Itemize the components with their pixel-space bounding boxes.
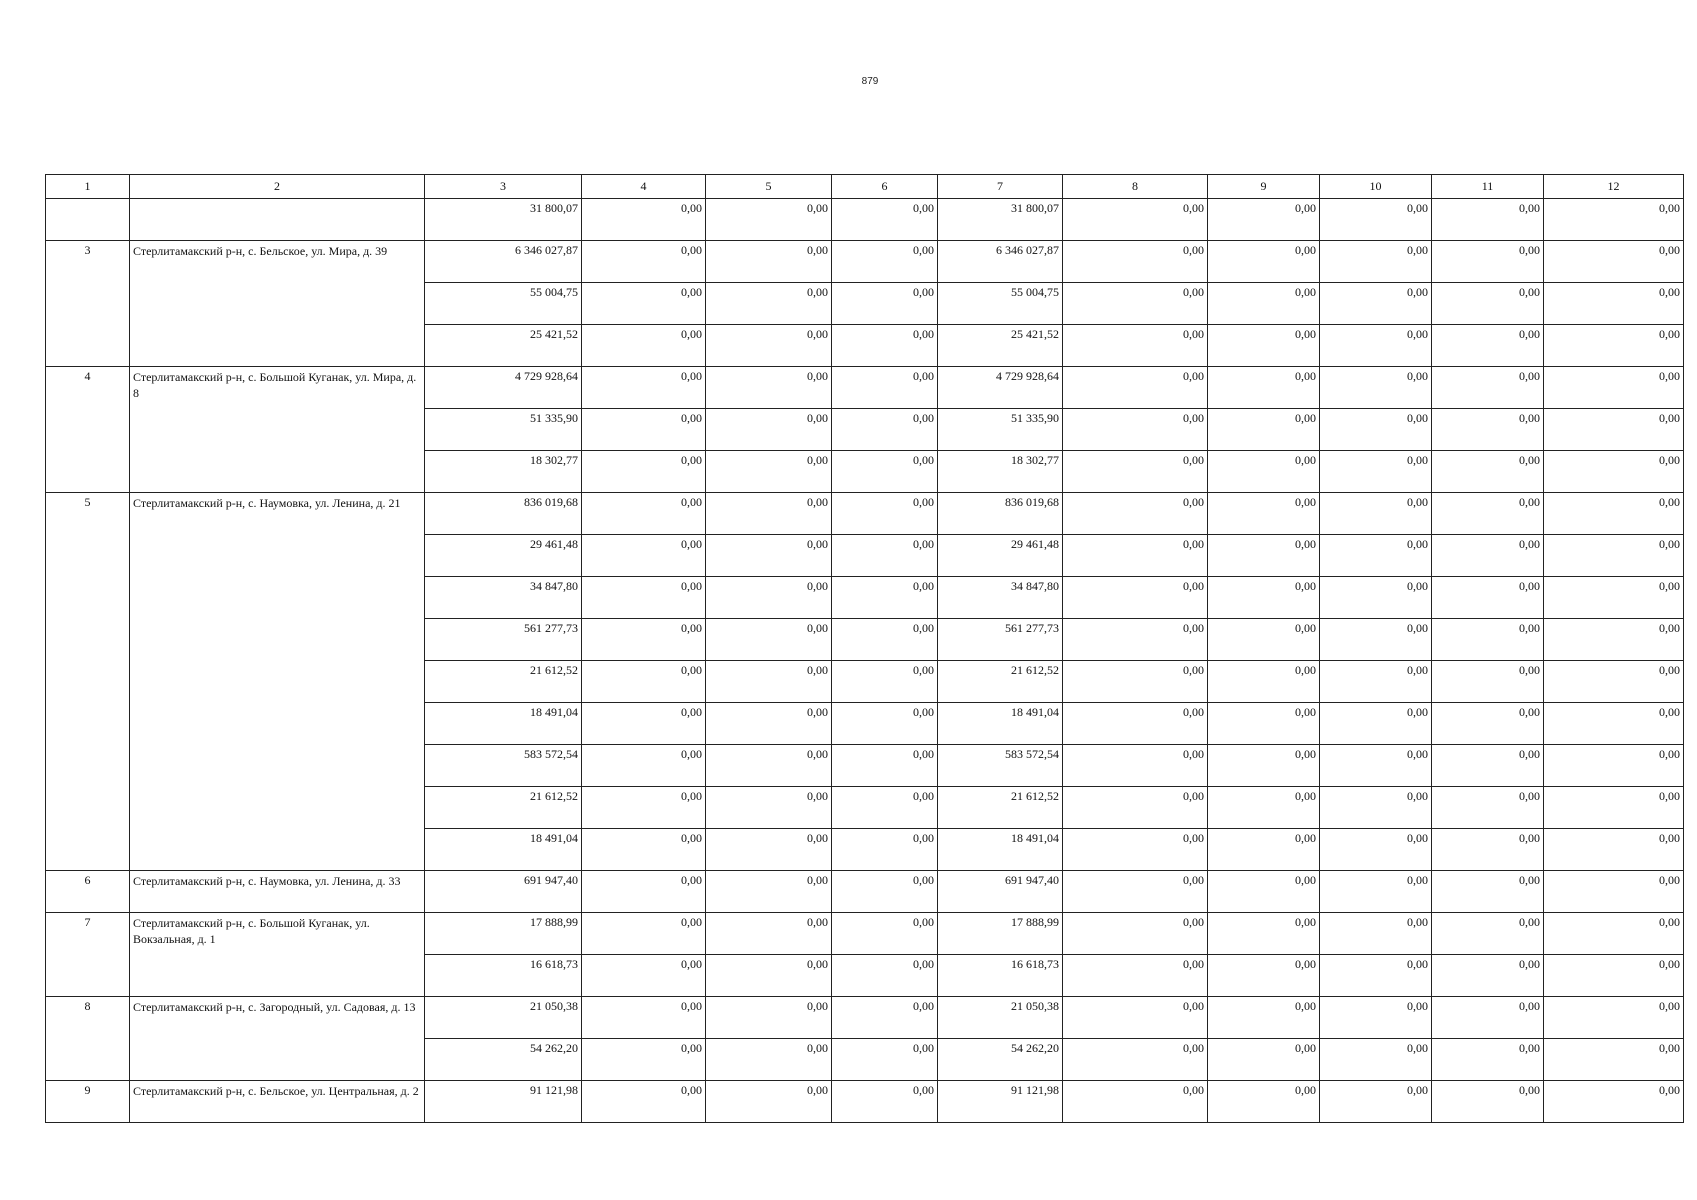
amount-cell: 0,00 xyxy=(1320,1081,1432,1123)
amount-cell: 4 729 928,64 xyxy=(938,367,1063,409)
amount-cell: 691 947,40 xyxy=(938,871,1063,913)
amount-cell: 0,00 xyxy=(1432,913,1544,955)
amount-cell: 0,00 xyxy=(1432,703,1544,745)
amount-cell: 0,00 xyxy=(706,1039,832,1081)
amount-cell: 0,00 xyxy=(832,1039,938,1081)
amount-cell: 0,00 xyxy=(1208,283,1320,325)
amount-cell: 0,00 xyxy=(1432,619,1544,661)
amount-cell: 0,00 xyxy=(1063,619,1208,661)
amount-cell: 0,00 xyxy=(582,283,706,325)
column-header: 7 xyxy=(938,175,1063,199)
amount-cell: 0,00 xyxy=(1544,577,1684,619)
amount-cell: 0,00 xyxy=(832,577,938,619)
amount-cell: 21 050,38 xyxy=(425,997,582,1039)
amount-cell: 0,00 xyxy=(1320,493,1432,535)
address-cell xyxy=(130,199,425,241)
table-row xyxy=(46,913,1684,955)
amount-cell: 0,00 xyxy=(1208,703,1320,745)
address-cell: Стерлитамакский р-н, с. Большой Куганак, ул. Мира, д. 8 xyxy=(130,367,425,493)
amount-cell: 0,00 xyxy=(832,451,938,493)
amount-cell: 0,00 xyxy=(1320,745,1432,787)
amount-cell: 0,00 xyxy=(1208,871,1320,913)
amount-cell: 0,00 xyxy=(1063,913,1208,955)
amount-cell: 0,00 xyxy=(1320,661,1432,703)
amount-cell: 0,00 xyxy=(1544,661,1684,703)
amount-cell: 0,00 xyxy=(706,325,832,367)
amount-cell: 34 847,80 xyxy=(425,577,582,619)
address-cell: Стерлитамакский р-н, с. Загородный, ул. Садовая, д. 13 xyxy=(130,997,425,1081)
amount-cell: 0,00 xyxy=(832,1081,938,1123)
amount-cell: 0,00 xyxy=(1208,955,1320,997)
amount-cell: 0,00 xyxy=(706,1081,832,1123)
amount-cell: 21 050,38 xyxy=(938,997,1063,1039)
amount-cell: 0,00 xyxy=(706,871,832,913)
amount-cell: 18 491,04 xyxy=(938,703,1063,745)
amount-cell: 0,00 xyxy=(1320,535,1432,577)
amount-cell: 0,00 xyxy=(1320,367,1432,409)
amount-cell: 6 346 027,87 xyxy=(425,241,582,283)
amount-cell: 55 004,75 xyxy=(938,283,1063,325)
amount-cell: 0,00 xyxy=(1432,661,1544,703)
amount-cell: 51 335,90 xyxy=(938,409,1063,451)
amount-cell: 0,00 xyxy=(1544,871,1684,913)
amount-cell: 0,00 xyxy=(1320,241,1432,283)
amount-cell: 0,00 xyxy=(582,619,706,661)
amount-cell: 0,00 xyxy=(706,451,832,493)
column-header: 4 xyxy=(582,175,706,199)
amount-cell: 0,00 xyxy=(1063,787,1208,829)
column-header: 10 xyxy=(1320,175,1432,199)
table-row xyxy=(46,871,1684,913)
amount-cell: 0,00 xyxy=(1208,1039,1320,1081)
table-row xyxy=(46,493,1684,535)
amount-cell: 0,00 xyxy=(832,829,938,871)
amount-cell: 0,00 xyxy=(582,577,706,619)
amount-cell: 0,00 xyxy=(706,199,832,241)
row-index: 3 xyxy=(46,241,130,367)
amount-cell: 0,00 xyxy=(1208,367,1320,409)
amount-cell: 0,00 xyxy=(832,661,938,703)
amount-cell: 0,00 xyxy=(1208,1081,1320,1123)
row-index xyxy=(46,199,130,241)
amount-cell: 0,00 xyxy=(582,1039,706,1081)
amount-cell: 836 019,68 xyxy=(425,493,582,535)
amount-cell: 0,00 xyxy=(1544,241,1684,283)
amount-cell: 0,00 xyxy=(1544,283,1684,325)
table-row xyxy=(46,199,1684,241)
amount-cell: 0,00 xyxy=(1432,745,1544,787)
amount-cell: 0,00 xyxy=(1208,241,1320,283)
amount-cell: 0,00 xyxy=(1320,577,1432,619)
amount-cell: 0,00 xyxy=(1208,577,1320,619)
amount-cell: 0,00 xyxy=(1208,619,1320,661)
page-number: 879 xyxy=(861,76,879,87)
amount-cell: 0,00 xyxy=(1063,409,1208,451)
amount-cell: 0,00 xyxy=(832,283,938,325)
amount-cell: 0,00 xyxy=(1063,1081,1208,1123)
amount-cell: 51 335,90 xyxy=(425,409,582,451)
amount-cell: 0,00 xyxy=(1320,787,1432,829)
amount-cell: 4 729 928,64 xyxy=(425,367,582,409)
amount-cell: 0,00 xyxy=(1063,703,1208,745)
amount-cell: 0,00 xyxy=(1544,745,1684,787)
amount-cell: 54 262,20 xyxy=(425,1039,582,1081)
amount-cell: 0,00 xyxy=(1063,1039,1208,1081)
amount-cell: 0,00 xyxy=(1063,325,1208,367)
amount-cell: 34 847,80 xyxy=(938,577,1063,619)
amount-cell: 0,00 xyxy=(1063,661,1208,703)
row-index: 7 xyxy=(46,913,130,997)
amount-cell: 0,00 xyxy=(582,745,706,787)
address-cell: Стерлитамакский р-н, с. Большой Куганак, ул. Вокзальная, д. 1 xyxy=(130,913,425,997)
row-index: 5 xyxy=(46,493,130,871)
amount-cell: 0,00 xyxy=(582,535,706,577)
amount-cell: 0,00 xyxy=(1320,283,1432,325)
amount-cell: 0,00 xyxy=(1063,745,1208,787)
amount-cell: 0,00 xyxy=(706,955,832,997)
amount-cell: 0,00 xyxy=(582,955,706,997)
amount-cell: 0,00 xyxy=(1544,1039,1684,1081)
amount-cell: 0,00 xyxy=(1208,661,1320,703)
amount-cell: 0,00 xyxy=(1320,409,1432,451)
amount-cell: 0,00 xyxy=(706,745,832,787)
amount-cell: 0,00 xyxy=(1544,913,1684,955)
amount-cell: 18 491,04 xyxy=(425,703,582,745)
column-header: 3 xyxy=(425,175,582,199)
amount-cell: 0,00 xyxy=(1432,955,1544,997)
amount-cell: 0,00 xyxy=(832,325,938,367)
amount-cell: 0,00 xyxy=(1208,451,1320,493)
column-header: 1 xyxy=(46,175,130,199)
amount-cell: 0,00 xyxy=(706,577,832,619)
amount-cell: 21 612,52 xyxy=(425,661,582,703)
amount-cell: 0,00 xyxy=(1544,787,1684,829)
amount-cell: 561 277,73 xyxy=(938,619,1063,661)
amount-cell: 0,00 xyxy=(1544,325,1684,367)
amount-cell: 0,00 xyxy=(832,787,938,829)
amount-cell: 0,00 xyxy=(1432,367,1544,409)
amount-cell: 0,00 xyxy=(832,619,938,661)
amount-cell: 31 800,07 xyxy=(938,199,1063,241)
amount-cell: 0,00 xyxy=(1544,199,1684,241)
amount-cell: 0,00 xyxy=(1320,451,1432,493)
amount-cell: 0,00 xyxy=(706,241,832,283)
amount-cell: 0,00 xyxy=(1208,913,1320,955)
amount-cell: 18 302,77 xyxy=(938,451,1063,493)
amount-cell: 0,00 xyxy=(832,535,938,577)
amount-cell: 561 277,73 xyxy=(425,619,582,661)
amount-cell: 0,00 xyxy=(1432,409,1544,451)
amount-cell: 31 800,07 xyxy=(425,199,582,241)
column-header: 9 xyxy=(1208,175,1320,199)
amount-cell: 0,00 xyxy=(582,661,706,703)
amount-cell: 0,00 xyxy=(1208,535,1320,577)
amount-cell: 0,00 xyxy=(582,871,706,913)
amount-cell: 0,00 xyxy=(1208,997,1320,1039)
amount-cell: 0,00 xyxy=(1320,199,1432,241)
header-row xyxy=(46,175,1684,199)
amount-cell: 0,00 xyxy=(582,997,706,1039)
amount-cell: 0,00 xyxy=(1208,199,1320,241)
table-row xyxy=(46,241,1684,283)
row-index: 8 xyxy=(46,997,130,1081)
amount-cell: 0,00 xyxy=(832,871,938,913)
amount-cell: 0,00 xyxy=(1208,829,1320,871)
amount-cell: 0,00 xyxy=(1432,451,1544,493)
amount-cell: 0,00 xyxy=(832,241,938,283)
amount-cell: 0,00 xyxy=(1544,955,1684,997)
amount-cell: 0,00 xyxy=(1432,577,1544,619)
column-header: 12 xyxy=(1544,175,1684,199)
amount-cell: 0,00 xyxy=(582,913,706,955)
amount-cell: 55 004,75 xyxy=(425,283,582,325)
amount-cell: 0,00 xyxy=(1208,493,1320,535)
amount-cell: 0,00 xyxy=(1320,619,1432,661)
amount-cell: 0,00 xyxy=(706,367,832,409)
amount-cell: 0,00 xyxy=(832,745,938,787)
amount-cell: 0,00 xyxy=(1320,829,1432,871)
row-index: 4 xyxy=(46,367,130,493)
amount-cell: 0,00 xyxy=(706,997,832,1039)
amount-cell: 0,00 xyxy=(1432,829,1544,871)
amount-cell: 0,00 xyxy=(1432,241,1544,283)
amount-cell: 18 491,04 xyxy=(425,829,582,871)
amount-cell: 0,00 xyxy=(706,409,832,451)
amount-cell: 0,00 xyxy=(832,199,938,241)
amount-cell: 0,00 xyxy=(1320,703,1432,745)
amount-cell: 0,00 xyxy=(582,367,706,409)
amount-cell: 0,00 xyxy=(1432,283,1544,325)
amount-cell: 0,00 xyxy=(1063,451,1208,493)
amount-cell: 0,00 xyxy=(706,493,832,535)
amount-cell: 29 461,48 xyxy=(425,535,582,577)
amount-cell: 0,00 xyxy=(1063,367,1208,409)
amount-cell: 0,00 xyxy=(832,703,938,745)
amount-cell: 691 947,40 xyxy=(425,871,582,913)
amount-cell: 0,00 xyxy=(1320,913,1432,955)
amount-cell: 0,00 xyxy=(1208,409,1320,451)
amount-cell: 0,00 xyxy=(1544,451,1684,493)
amount-cell: 0,00 xyxy=(1432,493,1544,535)
amount-cell: 29 461,48 xyxy=(938,535,1063,577)
amount-cell: 0,00 xyxy=(1063,955,1208,997)
amount-cell: 0,00 xyxy=(582,787,706,829)
amount-cell: 0,00 xyxy=(832,409,938,451)
table-row xyxy=(46,1081,1684,1123)
amount-cell: 17 888,99 xyxy=(938,913,1063,955)
column-header: 6 xyxy=(832,175,938,199)
amount-cell: 0,00 xyxy=(832,493,938,535)
amount-cell: 0,00 xyxy=(1544,493,1684,535)
amount-cell: 18 302,77 xyxy=(425,451,582,493)
amount-cell: 836 019,68 xyxy=(938,493,1063,535)
amount-cell: 17 888,99 xyxy=(425,913,582,955)
amount-cell: 21 612,52 xyxy=(938,661,1063,703)
address-cell: Стерлитамакский р-н, с. Бельское, ул. Мира, д. 39 xyxy=(130,241,425,367)
amount-cell: 0,00 xyxy=(1432,1081,1544,1123)
amount-cell: 0,00 xyxy=(706,913,832,955)
amount-cell: 0,00 xyxy=(1432,997,1544,1039)
amount-cell: 0,00 xyxy=(1063,283,1208,325)
amount-cell: 0,00 xyxy=(1432,535,1544,577)
amount-cell: 0,00 xyxy=(832,955,938,997)
amount-cell: 0,00 xyxy=(1544,409,1684,451)
amount-cell: 583 572,54 xyxy=(425,745,582,787)
amount-cell: 0,00 xyxy=(832,997,938,1039)
amount-cell: 0,00 xyxy=(1432,871,1544,913)
amount-cell: 0,00 xyxy=(1544,367,1684,409)
amount-cell: 0,00 xyxy=(1544,703,1684,745)
amount-cell: 0,00 xyxy=(1544,997,1684,1039)
column-header: 11 xyxy=(1432,175,1544,199)
amount-cell: 0,00 xyxy=(1544,619,1684,661)
amount-cell: 0,00 xyxy=(706,619,832,661)
column-header: 8 xyxy=(1063,175,1208,199)
amount-cell: 91 121,98 xyxy=(425,1081,582,1123)
amount-cell: 0,00 xyxy=(1432,1039,1544,1081)
amount-cell: 0,00 xyxy=(832,367,938,409)
amount-cell: 25 421,52 xyxy=(938,325,1063,367)
amount-cell: 0,00 xyxy=(1063,535,1208,577)
amount-cell: 21 612,52 xyxy=(938,787,1063,829)
amount-cell: 0,00 xyxy=(706,661,832,703)
amount-cell: 6 346 027,87 xyxy=(938,241,1063,283)
amount-cell: 0,00 xyxy=(582,409,706,451)
amount-cell: 0,00 xyxy=(1320,871,1432,913)
amount-cell: 0,00 xyxy=(706,283,832,325)
amount-cell: 16 618,73 xyxy=(938,955,1063,997)
amount-cell: 0,00 xyxy=(1063,493,1208,535)
amount-cell: 0,00 xyxy=(1208,745,1320,787)
amount-cell: 0,00 xyxy=(1063,241,1208,283)
amount-cell: 0,00 xyxy=(582,241,706,283)
amount-cell: 0,00 xyxy=(1432,787,1544,829)
amount-cell: 583 572,54 xyxy=(938,745,1063,787)
amount-cell: 0,00 xyxy=(706,535,832,577)
table-row xyxy=(46,997,1684,1039)
amount-cell: 16 618,73 xyxy=(425,955,582,997)
table-body xyxy=(46,175,1684,1123)
amount-cell: 0,00 xyxy=(832,913,938,955)
amount-cell: 25 421,52 xyxy=(425,325,582,367)
amount-cell: 54 262,20 xyxy=(938,1039,1063,1081)
amount-cell: 0,00 xyxy=(1063,997,1208,1039)
address-cell: Стерлитамакский р-н, с. Наумовка, ул. Ленина, д. 33 xyxy=(130,871,425,913)
amount-cell: 0,00 xyxy=(1320,325,1432,367)
column-header: 2 xyxy=(130,175,425,199)
amount-cell: 21 612,52 xyxy=(425,787,582,829)
amount-cell: 0,00 xyxy=(582,829,706,871)
address-cell: Стерлитамакский р-н, с. Наумовка, ул. Ленина, д. 21 xyxy=(130,493,425,871)
amount-cell: 0,00 xyxy=(1432,325,1544,367)
amount-cell: 0,00 xyxy=(1063,829,1208,871)
data-table xyxy=(45,174,1684,1123)
amount-cell: 0,00 xyxy=(1432,199,1544,241)
amount-cell: 0,00 xyxy=(1544,829,1684,871)
amount-cell: 0,00 xyxy=(1320,1039,1432,1081)
row-index: 6 xyxy=(46,871,130,913)
amount-cell: 0,00 xyxy=(582,703,706,745)
amount-cell: 0,00 xyxy=(582,1081,706,1123)
amount-cell: 0,00 xyxy=(706,787,832,829)
amount-cell: 0,00 xyxy=(582,493,706,535)
amount-cell: 0,00 xyxy=(1208,325,1320,367)
amount-cell: 0,00 xyxy=(1544,535,1684,577)
amount-cell: 0,00 xyxy=(1544,1081,1684,1123)
amount-cell: 0,00 xyxy=(1320,997,1432,1039)
amount-cell: 0,00 xyxy=(1320,955,1432,997)
amount-cell: 0,00 xyxy=(1208,787,1320,829)
amount-cell: 0,00 xyxy=(1063,577,1208,619)
amount-cell: 91 121,98 xyxy=(938,1081,1063,1123)
amount-cell: 0,00 xyxy=(1063,199,1208,241)
row-index: 9 xyxy=(46,1081,130,1123)
amount-cell: 0,00 xyxy=(706,829,832,871)
amount-cell: 0,00 xyxy=(582,451,706,493)
amount-cell: 0,00 xyxy=(582,199,706,241)
address-cell: Стерлитамакский р-н, с. Бельское, ул. Центральная, д. 2 xyxy=(130,1081,425,1123)
table-row xyxy=(46,367,1684,409)
amount-cell: 0,00 xyxy=(582,325,706,367)
amount-cell: 18 491,04 xyxy=(938,829,1063,871)
amount-cell: 0,00 xyxy=(1063,871,1208,913)
column-header: 5 xyxy=(706,175,832,199)
amount-cell: 0,00 xyxy=(706,703,832,745)
